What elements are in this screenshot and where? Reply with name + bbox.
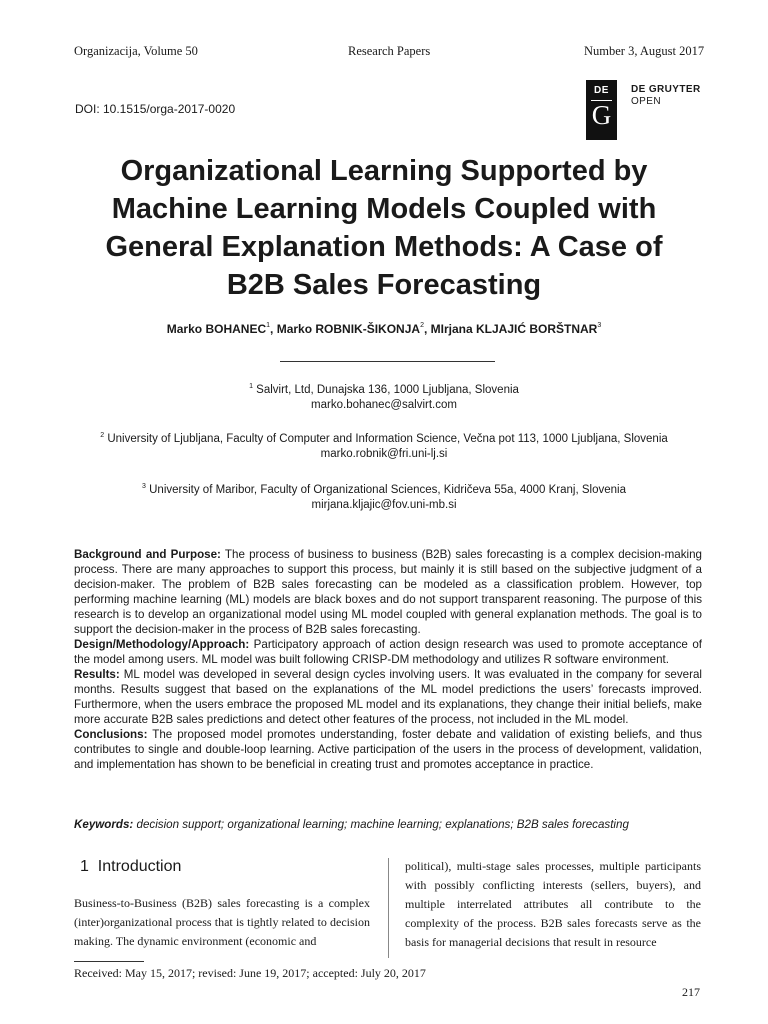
title-line: Organizational Learning Supported by (120, 155, 648, 187)
abstract-label: Results: (74, 668, 120, 681)
abstract-text: ML model was developed in several design cycles involving users. It was evaluated in the company for several months. Results suggest that based on the explanations of the ML model predictions the users’ forecasts improved. Furthermore, when the users embrace the proposed ML model and its explanations, they change their initial beliefs, make more accurate B2B sales predictions and detect other features of the process, not included in the ML model. (74, 668, 702, 726)
abstract-label: Background and Purpose: (74, 548, 221, 561)
abstract-paragraph (74, 637, 702, 667)
section-heading (80, 858, 181, 876)
author-name: Marko ROBNIK-ŠIKONJA (276, 322, 421, 336)
publisher-name-line2: OPEN (631, 96, 661, 107)
affil-address: University of Maribor, Faculty of Organizational Sciences, Kidričeva 55a, 4000 Kranj, Slovenia (145, 484, 626, 496)
abstract-paragraph (74, 667, 702, 727)
author-separator: , (270, 322, 277, 336)
publisher-name-line1: DE GRUYTER (631, 84, 701, 95)
author-affil-mark: 2 (420, 322, 424, 329)
title-line: General Explanation Methods: A Case of (105, 231, 663, 263)
affil-email: mirjana.kljajic@fov.uni-mb.si (311, 499, 457, 511)
affiliation (40, 483, 728, 513)
abstract-text: The process of business to business (B2B) sales forecasting is a complex decision-making process. There are many approaches to support this process, but mainly it is still based on the subjective judgment of a decision-maker. The problem of B2B sales forecasting can be modeled as a classification problem. However, top performing machine learning (ML) models are black boxes and do not support transparent reasoning. The purpose of this research is to develop an organizational model using ML model coupled with general explanation methods. The goal is to support the decision-maker in the process of B2B sales forecasting. (74, 548, 702, 636)
author-name: MIrjana KLJAJIĆ BORŠTNAR (430, 322, 598, 336)
footnote-dates: Received: May 15, 2017; revised: June 19, 2017; accepted: July 20, 2017 (74, 966, 426, 980)
title-line: Machine Learning Models Coupled with (111, 193, 657, 225)
abstract-text: Participatory approach of action design research was used to promote acceptance of the model among users. ML model was built following CRISP-DM methodology and utilizes R software environment. (74, 638, 702, 666)
keywords-text: decision support; organizational learning; machine learning; explanations; B2B sales forecasting (133, 818, 629, 831)
affil-mark: 1 (249, 383, 253, 390)
page-number: 217 (682, 985, 700, 999)
affil-mark: 3 (142, 483, 146, 490)
affil-address: Salvirt, Ltd, Dunajska 136, 1000 Ljubljana, Slovenia (252, 384, 519, 396)
body-column-left: Business-to-Business (B2B) sales forecasting is a complex (inter)organizational process that is tightly related to decision making. The dynamic environment (economic and (74, 896, 370, 948)
author-divider (280, 361, 495, 362)
body-column-right: political), multi-stage sales processes, multiple participants with possibly conflicting interests (sellers, buyers), and multiple interrelated attributes all contribute to the complexity of the process. B2B sales forecasts serve as the basis for managerial decisions that result in resource (405, 859, 701, 949)
running-header-issue: Number 3, August 2017 (584, 44, 705, 58)
abstract-text: The proposed model promotes understanding, foster debate and validation of existing beliefs, and thus contributes to single and double-loop learning. Active participation of the users in the process of development, validation, and implementation has shown to be beneficial in creating trust and promotes acceptance in practice. (74, 728, 702, 771)
affil-email: marko.robnik@fri.uni-lj.si (320, 448, 448, 460)
logo-de: DE (594, 85, 609, 96)
running-header-section: Research Papers (348, 44, 431, 58)
abstract-label: Conclusions: (74, 728, 148, 741)
abstract (74, 547, 702, 772)
running-header-journal: Organizacija, Volume 50 (74, 44, 198, 58)
abstract-paragraph (74, 727, 702, 772)
doi: DOI: 10.1515/orga-2017-0020 (75, 102, 236, 116)
logo-g: G (591, 100, 612, 130)
author-affil-mark: 1 (266, 322, 271, 329)
paper-title (40, 152, 728, 304)
section-title: Introduction (97, 858, 182, 875)
affil-mark: 2 (100, 432, 105, 439)
author-name: Marko BOHANEC (166, 322, 267, 336)
affil-email: marko.bohanec@salvirt.com (311, 399, 457, 411)
section-number: 1 (80, 858, 89, 875)
abstract-paragraph (74, 547, 702, 637)
keywords (74, 818, 702, 831)
abstract-label: Design/Methodology/Approach: (74, 638, 250, 651)
author-affil-mark: 3 (597, 322, 602, 329)
affil-address: University of Ljubljana, Faculty of Computer and Information Science, Večna pot 113, 1000 Ljubljana, Slovenia (104, 433, 668, 445)
footnote-rule (74, 961, 144, 962)
title-line: B2B Sales Forecasting (226, 269, 542, 301)
affiliation (40, 432, 728, 462)
affiliation (40, 383, 728, 413)
column-divider (388, 858, 389, 958)
author-list (40, 322, 728, 336)
publisher-logo (586, 80, 617, 140)
author-separator: , (423, 322, 431, 336)
publisher-name (631, 84, 701, 108)
keywords-label: Keywords: (74, 818, 134, 831)
